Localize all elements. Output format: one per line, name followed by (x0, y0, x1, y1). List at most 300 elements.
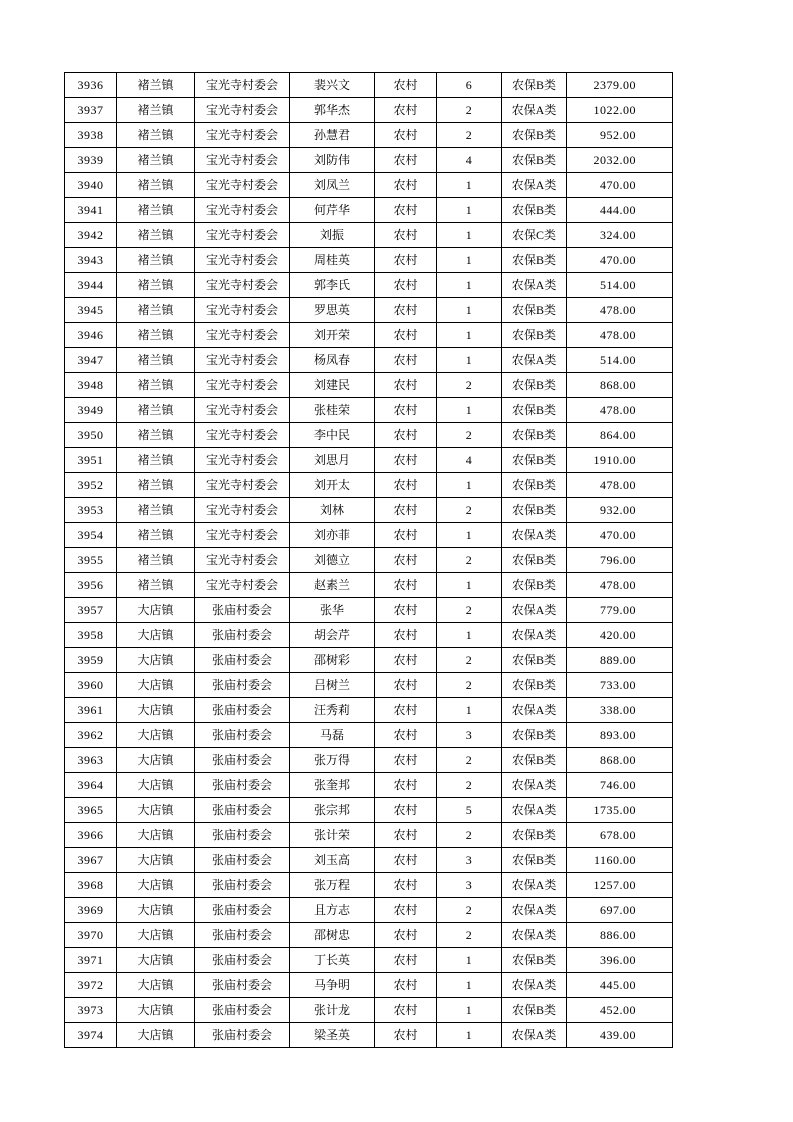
cell-seq: 3972 (65, 973, 117, 998)
cell-name: 马争明 (290, 973, 375, 998)
cell-village: 宝光寺村委会 (195, 573, 290, 598)
cell-name: 刘防伟 (290, 148, 375, 173)
table-row (65, 473, 673, 498)
cell-name: 刘林 (290, 498, 375, 523)
cell-amount: 733.00 (567, 673, 673, 698)
cell-amount: 746.00 (567, 773, 673, 798)
cell-seq: 3953 (65, 498, 117, 523)
cell-name: 张宗邦 (290, 798, 375, 823)
cell-name: 吕树兰 (290, 673, 375, 698)
cell-village: 宝光寺村委会 (195, 98, 290, 123)
cell-town: 褚兰镇 (117, 323, 195, 348)
cell-category: 农保B类 (502, 573, 567, 598)
cell-name: 罗思英 (290, 298, 375, 323)
cell-town: 大店镇 (117, 848, 195, 873)
cell-seq: 3957 (65, 598, 117, 623)
cell-type: 农村 (375, 873, 437, 898)
cell-village: 张庙村委会 (195, 848, 290, 873)
cell-town: 褚兰镇 (117, 123, 195, 148)
cell-type: 农村 (375, 423, 437, 448)
cell-name: 李中民 (290, 423, 375, 448)
cell-type: 农村 (375, 248, 437, 273)
cell-category: 农保B类 (502, 998, 567, 1023)
cell-type: 农村 (375, 748, 437, 773)
cell-amount: 1160.00 (567, 848, 673, 873)
table-row (65, 423, 673, 448)
cell-amount: 452.00 (567, 998, 673, 1023)
cell-category: 农保A类 (502, 923, 567, 948)
cell-town: 大店镇 (117, 1023, 195, 1048)
cell-count: 1 (437, 298, 502, 323)
cell-count: 2 (437, 373, 502, 398)
cell-name: 刘凤兰 (290, 173, 375, 198)
cell-category: 农保B类 (502, 73, 567, 98)
cell-seq: 3952 (65, 473, 117, 498)
cell-town: 大店镇 (117, 648, 195, 673)
cell-count: 2 (437, 923, 502, 948)
cell-name: 孙慧君 (290, 123, 375, 148)
cell-village: 宝光寺村委会 (195, 123, 290, 148)
cell-amount: 1257.00 (567, 873, 673, 898)
cell-name: 郭华杰 (290, 98, 375, 123)
table-row (65, 973, 673, 998)
cell-type: 农村 (375, 698, 437, 723)
cell-village: 张庙村委会 (195, 1023, 290, 1048)
cell-category: 农保B类 (502, 548, 567, 573)
table-row (65, 323, 673, 348)
cell-seq: 3961 (65, 698, 117, 723)
cell-town: 大店镇 (117, 598, 195, 623)
cell-village: 张庙村委会 (195, 973, 290, 998)
cell-seq: 3962 (65, 723, 117, 748)
cell-count: 5 (437, 798, 502, 823)
cell-name: 丁长英 (290, 948, 375, 973)
cell-count: 1 (437, 948, 502, 973)
cell-village: 张庙村委会 (195, 898, 290, 923)
cell-seq: 3973 (65, 998, 117, 1023)
cell-town: 褚兰镇 (117, 573, 195, 598)
table-row (65, 373, 673, 398)
cell-amount: 338.00 (567, 698, 673, 723)
cell-count: 2 (437, 423, 502, 448)
cell-amount: 779.00 (567, 598, 673, 623)
cell-town: 大店镇 (117, 923, 195, 948)
cell-name: 邵树彩 (290, 648, 375, 673)
cell-category: 农保B类 (502, 848, 567, 873)
cell-seq: 3955 (65, 548, 117, 573)
cell-type: 农村 (375, 373, 437, 398)
cell-amount: 478.00 (567, 473, 673, 498)
cell-amount: 478.00 (567, 298, 673, 323)
cell-village: 宝光寺村委会 (195, 498, 290, 523)
cell-count: 1 (437, 198, 502, 223)
cell-category: 农保B类 (502, 423, 567, 448)
cell-amount: 444.00 (567, 198, 673, 223)
cell-category: 农保B类 (502, 673, 567, 698)
cell-type: 农村 (375, 323, 437, 348)
cell-town: 大店镇 (117, 698, 195, 723)
cell-category: 农保B类 (502, 723, 567, 748)
cell-count: 2 (437, 123, 502, 148)
cell-town: 褚兰镇 (117, 73, 195, 98)
cell-town: 大店镇 (117, 773, 195, 798)
cell-village: 宝光寺村委会 (195, 73, 290, 98)
cell-type: 农村 (375, 1023, 437, 1048)
table-row (65, 198, 673, 223)
cell-village: 张庙村委会 (195, 948, 290, 973)
cell-town: 褚兰镇 (117, 423, 195, 448)
cell-town: 褚兰镇 (117, 223, 195, 248)
cell-count: 1 (437, 173, 502, 198)
cell-amount: 893.00 (567, 723, 673, 748)
cell-amount: 396.00 (567, 948, 673, 973)
table-row (65, 773, 673, 798)
cell-type: 农村 (375, 948, 437, 973)
cell-type: 农村 (375, 223, 437, 248)
cell-category: 农保A类 (502, 698, 567, 723)
cell-type: 农村 (375, 723, 437, 748)
cell-seq: 3954 (65, 523, 117, 548)
cell-village: 张庙村委会 (195, 998, 290, 1023)
cell-type: 农村 (375, 398, 437, 423)
cell-type: 农村 (375, 498, 437, 523)
pension-table (64, 72, 673, 1048)
cell-category: 农保C类 (502, 223, 567, 248)
cell-category: 农保B类 (502, 298, 567, 323)
cell-amount: 2032.00 (567, 148, 673, 173)
table-row (65, 73, 673, 98)
cell-seq: 3945 (65, 298, 117, 323)
cell-type: 农村 (375, 73, 437, 98)
cell-category: 农保B类 (502, 248, 567, 273)
cell-seq: 3960 (65, 673, 117, 698)
cell-count: 1 (437, 698, 502, 723)
cell-seq: 3944 (65, 273, 117, 298)
cell-seq: 3965 (65, 798, 117, 823)
table-row (65, 523, 673, 548)
cell-count: 1 (437, 573, 502, 598)
cell-seq: 3942 (65, 223, 117, 248)
cell-type: 农村 (375, 798, 437, 823)
table-row (65, 98, 673, 123)
cell-town: 大店镇 (117, 998, 195, 1023)
cell-name: 汪秀莉 (290, 698, 375, 723)
cell-type: 农村 (375, 673, 437, 698)
cell-count: 1 (437, 273, 502, 298)
cell-town: 褚兰镇 (117, 448, 195, 473)
cell-seq: 3946 (65, 323, 117, 348)
cell-seq: 3943 (65, 248, 117, 273)
table-row (65, 598, 673, 623)
cell-town: 褚兰镇 (117, 148, 195, 173)
cell-town: 褚兰镇 (117, 548, 195, 573)
cell-village: 宝光寺村委会 (195, 448, 290, 473)
table-row (65, 398, 673, 423)
cell-count: 1 (437, 473, 502, 498)
cell-seq: 3938 (65, 123, 117, 148)
cell-amount: 439.00 (567, 1023, 673, 1048)
cell-category: 农保B类 (502, 148, 567, 173)
cell-town: 大店镇 (117, 973, 195, 998)
cell-seq: 3974 (65, 1023, 117, 1048)
cell-category: 农保B类 (502, 948, 567, 973)
cell-count: 2 (437, 598, 502, 623)
cell-seq: 3971 (65, 948, 117, 973)
cell-amount: 420.00 (567, 623, 673, 648)
cell-type: 农村 (375, 298, 437, 323)
cell-amount: 952.00 (567, 123, 673, 148)
cell-name: 张计龙 (290, 998, 375, 1023)
cell-town: 褚兰镇 (117, 523, 195, 548)
cell-town: 大店镇 (117, 798, 195, 823)
cell-amount: 889.00 (567, 648, 673, 673)
cell-category: 农保A类 (502, 523, 567, 548)
cell-category: 农保A类 (502, 98, 567, 123)
cell-type: 农村 (375, 648, 437, 673)
cell-name: 邵树忠 (290, 923, 375, 948)
cell-category: 农保B类 (502, 123, 567, 148)
cell-count: 1 (437, 398, 502, 423)
cell-name: 郭李氏 (290, 273, 375, 298)
cell-town: 褚兰镇 (117, 348, 195, 373)
cell-type: 农村 (375, 523, 437, 548)
cell-name: 张华 (290, 598, 375, 623)
cell-type: 农村 (375, 973, 437, 998)
cell-amount: 697.00 (567, 898, 673, 923)
cell-name: 张万程 (290, 873, 375, 898)
cell-amount: 514.00 (567, 273, 673, 298)
table-row (65, 223, 673, 248)
cell-town: 褚兰镇 (117, 473, 195, 498)
cell-name: 张奎邦 (290, 773, 375, 798)
cell-type: 农村 (375, 898, 437, 923)
cell-count: 3 (437, 723, 502, 748)
cell-town: 大店镇 (117, 723, 195, 748)
cell-town: 大店镇 (117, 673, 195, 698)
cell-seq: 3968 (65, 873, 117, 898)
table-row (65, 348, 673, 373)
table-row (65, 448, 673, 473)
cell-village: 张庙村委会 (195, 873, 290, 898)
cell-category: 农保A类 (502, 973, 567, 998)
table-row (65, 273, 673, 298)
cell-village: 张庙村委会 (195, 923, 290, 948)
cell-count: 1 (437, 323, 502, 348)
cell-amount: 1910.00 (567, 448, 673, 473)
cell-category: 农保B类 (502, 373, 567, 398)
cell-count: 2 (437, 673, 502, 698)
cell-type: 农村 (375, 998, 437, 1023)
cell-amount: 478.00 (567, 573, 673, 598)
cell-type: 农村 (375, 148, 437, 173)
table-row (65, 898, 673, 923)
cell-town: 褚兰镇 (117, 248, 195, 273)
cell-village: 宝光寺村委会 (195, 348, 290, 373)
cell-seq: 3963 (65, 748, 117, 773)
cell-name: 刘亦菲 (290, 523, 375, 548)
cell-category: 农保B类 (502, 398, 567, 423)
cell-name: 张万得 (290, 748, 375, 773)
table-row (65, 873, 673, 898)
cell-count: 2 (437, 498, 502, 523)
cell-amount: 478.00 (567, 323, 673, 348)
cell-seq: 3936 (65, 73, 117, 98)
cell-village: 张庙村委会 (195, 773, 290, 798)
cell-category: 农保B类 (502, 748, 567, 773)
cell-category: 农保A类 (502, 623, 567, 648)
cell-name: 杨凤春 (290, 348, 375, 373)
cell-category: 农保A类 (502, 873, 567, 898)
cell-count: 2 (437, 98, 502, 123)
cell-count: 1 (437, 1023, 502, 1048)
cell-amount: 2379.00 (567, 73, 673, 98)
cell-category: 农保B类 (502, 448, 567, 473)
cell-category: 农保A类 (502, 273, 567, 298)
cell-count: 3 (437, 873, 502, 898)
table-row (65, 123, 673, 148)
cell-count: 1 (437, 348, 502, 373)
table-row (65, 298, 673, 323)
cell-village: 宝光寺村委会 (195, 173, 290, 198)
cell-type: 农村 (375, 123, 437, 148)
cell-count: 1 (437, 223, 502, 248)
cell-amount: 886.00 (567, 923, 673, 948)
cell-type: 农村 (375, 548, 437, 573)
table-row (65, 998, 673, 1023)
cell-name: 且方志 (290, 898, 375, 923)
cell-category: 农保A类 (502, 898, 567, 923)
cell-amount: 678.00 (567, 823, 673, 848)
cell-category: 农保B类 (502, 498, 567, 523)
cell-seq: 3948 (65, 373, 117, 398)
cell-seq: 3966 (65, 823, 117, 848)
cell-type: 农村 (375, 348, 437, 373)
cell-village: 宝光寺村委会 (195, 548, 290, 573)
cell-category: 农保A类 (502, 173, 567, 198)
cell-amount: 470.00 (567, 248, 673, 273)
table-row (65, 748, 673, 773)
cell-name: 梁圣英 (290, 1023, 375, 1048)
cell-village: 张庙村委会 (195, 598, 290, 623)
cell-count: 2 (437, 548, 502, 573)
cell-amount: 470.00 (567, 173, 673, 198)
table-row (65, 248, 673, 273)
cell-town: 大店镇 (117, 623, 195, 648)
cell-category: 农保B类 (502, 823, 567, 848)
table-row (65, 548, 673, 573)
cell-seq: 3958 (65, 623, 117, 648)
table-row (65, 948, 673, 973)
cell-town: 大店镇 (117, 948, 195, 973)
cell-category: 农保A类 (502, 773, 567, 798)
cell-category: 农保B类 (502, 323, 567, 348)
cell-town: 大店镇 (117, 898, 195, 923)
cell-village: 宝光寺村委会 (195, 198, 290, 223)
cell-seq: 3940 (65, 173, 117, 198)
cell-category: 农保B类 (502, 198, 567, 223)
cell-seq: 3947 (65, 348, 117, 373)
cell-name: 何芹华 (290, 198, 375, 223)
cell-town: 褚兰镇 (117, 98, 195, 123)
cell-amount: 470.00 (567, 523, 673, 548)
cell-category: 农保B类 (502, 648, 567, 673)
cell-village: 张庙村委会 (195, 623, 290, 648)
cell-type: 农村 (375, 198, 437, 223)
cell-count: 2 (437, 748, 502, 773)
table-row (65, 823, 673, 848)
table-row (65, 698, 673, 723)
cell-town: 褚兰镇 (117, 373, 195, 398)
table-row (65, 648, 673, 673)
cell-type: 农村 (375, 848, 437, 873)
cell-type: 农村 (375, 623, 437, 648)
cell-type: 农村 (375, 98, 437, 123)
cell-category: 农保A类 (502, 598, 567, 623)
table-row (65, 148, 673, 173)
cell-town: 褚兰镇 (117, 298, 195, 323)
cell-type: 农村 (375, 273, 437, 298)
table-row (65, 623, 673, 648)
cell-seq: 3939 (65, 148, 117, 173)
cell-name: 马磊 (290, 723, 375, 748)
cell-town: 大店镇 (117, 873, 195, 898)
cell-seq: 3959 (65, 648, 117, 673)
cell-count: 6 (437, 73, 502, 98)
cell-amount: 1022.00 (567, 98, 673, 123)
cell-village: 张庙村委会 (195, 798, 290, 823)
cell-count: 1 (437, 973, 502, 998)
cell-amount: 868.00 (567, 748, 673, 773)
cell-name: 刘建民 (290, 373, 375, 398)
cell-count: 2 (437, 898, 502, 923)
cell-town: 褚兰镇 (117, 498, 195, 523)
cell-seq: 3969 (65, 898, 117, 923)
cell-amount: 478.00 (567, 398, 673, 423)
cell-town: 褚兰镇 (117, 198, 195, 223)
cell-type: 农村 (375, 923, 437, 948)
cell-town: 大店镇 (117, 823, 195, 848)
cell-name: 刘振 (290, 223, 375, 248)
cell-amount: 864.00 (567, 423, 673, 448)
cell-name: 刘开太 (290, 473, 375, 498)
cell-village: 宝光寺村委会 (195, 523, 290, 548)
cell-seq: 3937 (65, 98, 117, 123)
cell-count: 4 (437, 148, 502, 173)
cell-seq: 3956 (65, 573, 117, 598)
cell-seq: 3970 (65, 923, 117, 948)
cell-name: 赵素兰 (290, 573, 375, 598)
table-row (65, 798, 673, 823)
pension-table-body (65, 73, 673, 1048)
cell-count: 1 (437, 248, 502, 273)
cell-village: 宝光寺村委会 (195, 398, 290, 423)
cell-amount: 445.00 (567, 973, 673, 998)
cell-category: 农保A类 (502, 1023, 567, 1048)
cell-village: 宝光寺村委会 (195, 248, 290, 273)
cell-village: 张庙村委会 (195, 673, 290, 698)
cell-amount: 796.00 (567, 548, 673, 573)
cell-category: 农保A类 (502, 348, 567, 373)
cell-count: 1 (437, 623, 502, 648)
table-row (65, 848, 673, 873)
cell-town: 褚兰镇 (117, 273, 195, 298)
cell-type: 农村 (375, 473, 437, 498)
cell-type: 农村 (375, 773, 437, 798)
cell-amount: 1735.00 (567, 798, 673, 823)
cell-name: 裴兴文 (290, 73, 375, 98)
cell-village: 宝光寺村委会 (195, 423, 290, 448)
cell-town: 褚兰镇 (117, 398, 195, 423)
